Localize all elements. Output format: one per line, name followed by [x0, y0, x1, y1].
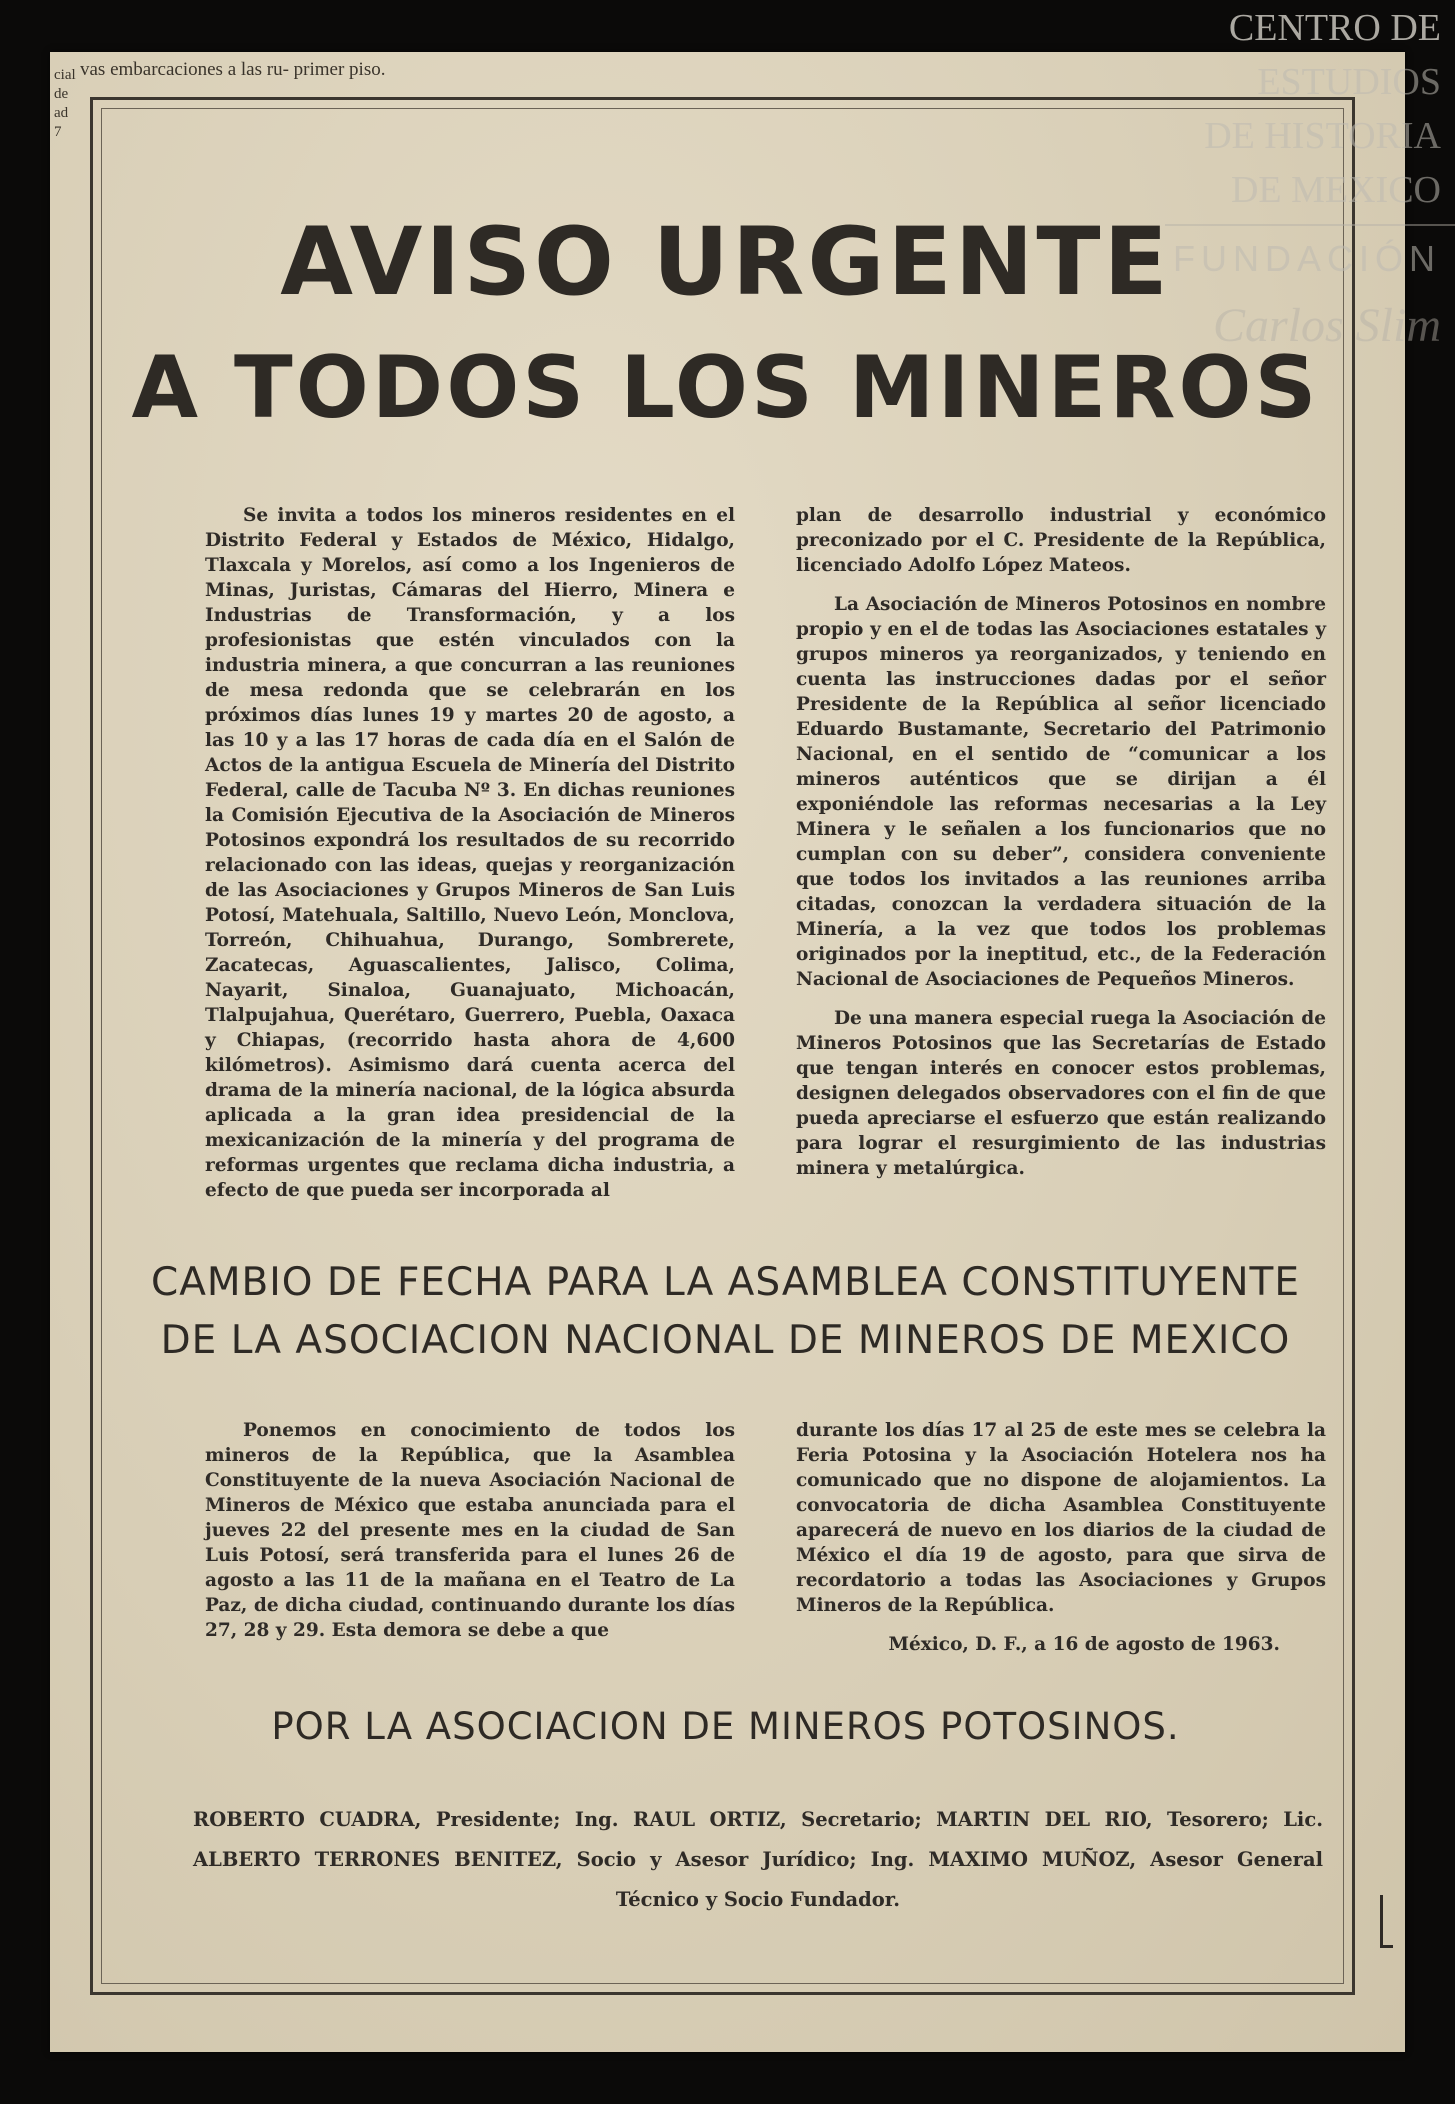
watermark-signature: Carlos Slim: [1212, 299, 1441, 352]
headline-line-1: AVISO URGENTE: [280, 208, 1171, 317]
left-fragment: cial: [54, 67, 76, 83]
section1-paragraph: plan de desarrollo industrial y económico preconizado por el C. Presidente de la República, licenciado Adolfo López Mateos.: [796, 505, 1326, 576]
section2-paragraph: durante los días 17 al 25 de este mes se celebra la Feria Potosina y la Asociación Hotelera nos ha comunicado que no dispone de alojamientos. La convocatoria de dicha Asamblea Constituyente aparecerá de nuevo en los diarios de la ciudad de México el día 19 de agosto, para que sirva de recordatorio a todas las Asociaciones y Grupos Mineros de la República.: [796, 1420, 1326, 1616]
archive-watermark: [1165, 0, 1455, 370]
headline-line-2: A TODOS LOS MINEROS: [131, 338, 1320, 438]
subheadline-line-2: DE LA ASOCIACION NACIONAL DE MINEROS DE MEXICO: [160, 1318, 1291, 1363]
watermark-rule: [1165, 224, 1455, 226]
left-fragment: de: [54, 86, 69, 102]
signature-heading: POR LA ASOCIACION DE MINEROS POTOSINOS.: [271, 1705, 1180, 1748]
left-fragment: ad: [54, 105, 69, 121]
clipping-top-strip: vas embarcaciones a las ru- primer piso.: [80, 59, 386, 80]
watermark-line: FUNDACIÓN: [1173, 238, 1441, 279]
clipping-left-fragments: [54, 66, 78, 142]
left-fragment: 7: [54, 124, 62, 140]
date-line: México, D. F., a 16 de agosto de 1963.: [888, 1634, 1280, 1655]
watermark-line: DE HISTORIA: [1204, 115, 1441, 157]
section1-column-1: [205, 503, 735, 1217]
watermark-line: ESTUDIOS: [1257, 61, 1441, 103]
subheadline-line-1: CAMBIO DE FECHA PARA LA ASAMBLEA CONSTITUYENTE: [150, 1260, 1301, 1305]
section2-paragraph: Ponemos en conocimiento de todos los mineros de la República, que la Asamblea Constituyente de la nueva Asociación Nacional de Mineros de México que estaba anunciada para el jueves 22 del presente mes en la ciudad de San Luis Potosí, será transferida para el lunes 26 de agosto a las 11 de la mañana en el Teatro de La Paz, de dicha ciudad, continuando durante los días 27, 28 y 29. Esta demora se debe a que: [205, 1420, 735, 1641]
watermark-line: CENTRO DE: [1228, 7, 1441, 49]
section2-column-2: [796, 1418, 1326, 1671]
section1-paragraph: La Asociación de Mineros Potosinos en nombre propio y en el de todas las Asociaciones estatales y grupos mineros ya reorganizados, y teniendo en cuenta las instrucciones dadas por el señor Presidente de la República al señor licenciado Eduardo Bustamante, Secretario del Patrimonio Nacional, en el sentido de “comunicar a los mineros auténticos que se dirijan a él exponiéndole las reformas necesarias a la Ley Minera y le señalen a los funcionarios que no cumplan con su deber”, considera conveniente que todos los invitados a las reuniones arriba citadas, conozcan la verdadera situación de la Minería, a la vez que todos los problemas originados por la ineptitud, etc., de la Federación Nacional de Asociaciones de Pequeños Mineros.: [796, 594, 1326, 990]
signers-list: ROBERTO CUADRA, Presidente; Ing. RAUL ORTIZ, Secretario; MARTIN DEL RIO, Tesorero; Lic. ALBERTO TERRONES BENITEZ, Socio y Asesor Jurídico; Ing. MAXIMO MUÑOZ, Asesor General Técnico y Socio Fundador.: [193, 1808, 1323, 1911]
section1-paragraph: De una manera especial ruega la Asociación de Mineros Potosinos que las Secretarías de Estado que tengan interés en conocer estos problemas, designen delegados observadores con el fin de que pueda apreciarse el esfuerzo que están realizando para lograr el resurgimiento de las industrias minera y metalúrgica.: [796, 1008, 1326, 1179]
section1-paragraph: Se invita a todos los mineros residentes en el Distrito Federal y Estados de México, Hidalgo, Tlaxcala y Morelos, así como a los Ingenieros de Minas, Juristas, Cámaras del Hierro, Minera e Industrias de Transformación, y a los profesionistas que estén vinculados con la industria minera, a que concurran a las reuniones de mesa redonda que se celebrarán en los próximos días lunes 19 y martes 20 de agosto, a las 10 y a las 17 horas de cada día en el Salón de Actos de la antigua Escuela de Minería del Distrito Federal, calle de Tacuba Nº 3. En dichas reuniones la Comisión Ejecutiva de la Asociación de Mineros Potosinos expondrá los resultados de su recorrido relacionado con las ideas, quejas y reorganización de las Asociaciones y Grupos Mineros de San Luis Potosí, Matehuala, Saltillo, Nuevo León, Monclova, Torreón, Chihuahua, Durango, Sombrerete, Zacatecas, Aguascalientes, Jalisco, Colima, Nayarit, Sinaloa, Guanajuato, Michoacán, Tlalpujahua, Querétaro, Guerrero, Puebla, Oaxaca y Chiapas, (recorrido hasta ahora de 4,600 kilómetros). Asimismo dará cuenta acerca del drama de la minería nacional, de la lógica absurda aplicada a la gran idea presidencial de la mexicanización de la minería y del programa de reformas urgentes que reclama dicha industria, a efecto de que pueda ser incorporada al: [205, 505, 735, 1201]
watermark-line: DE MEXICO: [1230, 169, 1441, 211]
notice-frame: [90, 97, 1355, 1995]
section1-column-2: [796, 503, 1326, 1195]
section2-column-1: [205, 1418, 735, 1657]
adjacent-clipping-edge: [1380, 1895, 1393, 1948]
